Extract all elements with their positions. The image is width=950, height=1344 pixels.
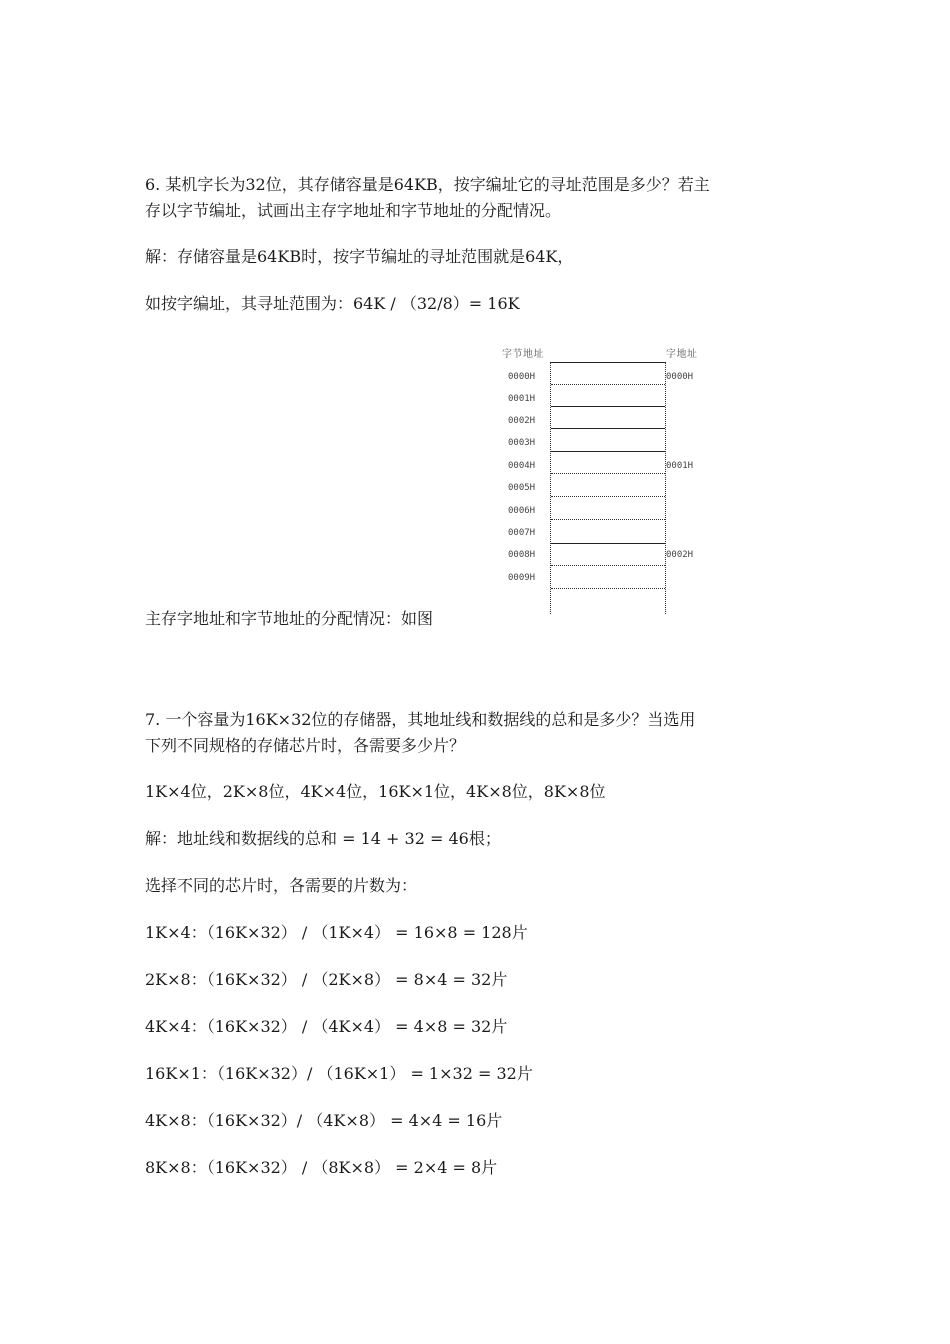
q7-intro: 选择不同的芯片时，各需要的片数为： [145,876,418,895]
q6-diagram-caption: 主存字地址和字节地址的分配情况：如图 [145,609,434,628]
memory-cell [551,362,665,384]
byte-address-label: 0008H [508,550,536,560]
q6-answer-line1: 解：存储容量是64KB时，按字节编址的寻址范围就是64K， [145,247,574,266]
q7-calc-line: 1K×4：（16K×32） / （1K×4） = 16×8 = 128片 [145,923,528,942]
memory-cell [551,588,665,610]
q7-chip-specs: 1K×4位，2K×8位，4K×4位，16K×1位，4K×8位，8K×8位 [145,782,606,801]
byte-address-label: 0004H [508,461,536,471]
byte-address-label: 0009H [508,573,536,583]
memory-cell [551,543,665,565]
byte-address-header: 字节地址 [502,349,544,360]
word-address-header: 字地址 [666,349,698,360]
q7-question-line1: 7. 一个容量为16K×32位的存储器，其地址线和数据线的总和是多少？当选用 [145,710,696,729]
q6-question-line1: 6. 某机字长为32位，其存储容量是64KB，按字编址它的寻址范围是多少？若主 [145,175,710,194]
memory-cell [551,473,665,495]
q7-calc-line: 4K×8：（16K×32）/ （4K×8） = 4×4 = 16片 [145,1111,503,1130]
memory-cell [551,496,665,518]
memory-column [550,362,666,614]
q7-calc-line: 2K×8：（16K×32） / （2K×8） = 8×4 = 32片 [145,970,508,989]
byte-address-label: 0006H [508,506,536,516]
memory-cell [551,451,665,473]
q7-question-line2: 下列不同规格的存储芯片时，各需要多少片？ [145,736,466,755]
byte-address-label: 0000H [508,372,536,382]
q7-calc-line: 4K×4：（16K×32） / （4K×4） = 4×8 = 32片 [145,1017,508,1036]
byte-address-label: 0005H [508,483,536,493]
q7-answer: 解：地址线和数据线的总和 = 14 + 32 = 46根； [145,829,501,848]
byte-address-label: 0001H [508,394,536,404]
byte-address-label: 0007H [508,528,536,538]
q7-calc-line: 16K×1：（16K×32）/ （16K×1） = 1×32 = 32片 [145,1064,533,1083]
memory-cell [551,384,665,406]
q6-answer-line2: 如按字编址，其寻址范围为：64K / （32/8）= 16K [145,294,520,313]
word-address-label: 0002H [666,550,694,560]
memory-cell [551,565,665,587]
memory-cell [551,406,665,428]
q7-calc-line: 8K×8：（16K×32） / （8K×8） = 2×4 = 8片 [145,1158,498,1177]
byte-address-label: 0003H [508,438,536,448]
word-address-label: 0000H [666,372,694,382]
word-address-label: 0001H [666,461,694,471]
memory-cell [551,428,665,450]
q6-question-line2: 存以字节编址，试画出主存字地址和字节地址的分配情况。 [145,201,562,220]
memory-cell [551,519,665,541]
memory-allocation-diagram [500,342,730,617]
byte-address-label: 0002H [508,416,536,426]
